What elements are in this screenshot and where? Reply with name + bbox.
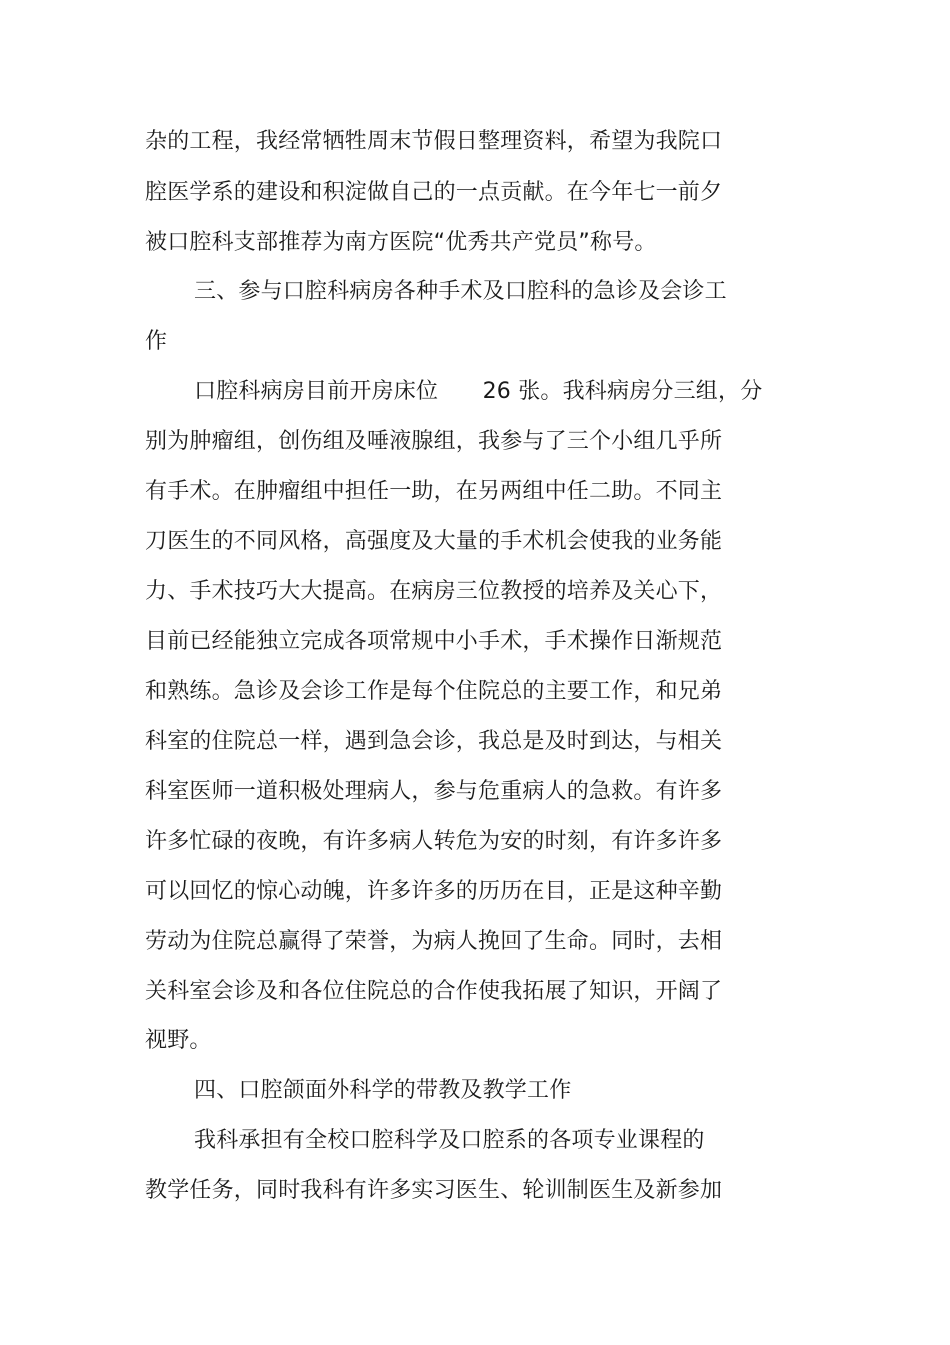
text-line: 教学任务，同时我科有许多实习医生、轮训制医生及新参加: [145, 1178, 723, 1203]
text-line: 被口腔科支部推荐为南方医院“优秀共产党员”称号。: [145, 230, 657, 255]
text-line: 目前已经能独立完成各项常规中小手术，手术操作日渐规范: [145, 629, 723, 654]
text-line: 科室的住院总一样，遇到急会诊，我总是及时到达，与相关: [145, 729, 723, 754]
text-line: 劳动为住院总赢得了荣誉，为病人挽回了生命。同时，去相: [145, 929, 723, 954]
text-line: 有手术。在肿瘤组中担任一助，在另两组中任二助。不同主: [145, 479, 723, 504]
text-line: 视野。: [145, 1028, 212, 1053]
text-line: 别为肿瘤组，创伤组及唾液腺组，我参与了三个小组几乎所: [145, 429, 723, 454]
section-heading-4: 四、口腔颌面外科学的带教及教学工作: [194, 1078, 572, 1103]
paragraph-start: 我科承担有全校口腔科学及口腔系的各项专业课程的: [194, 1128, 705, 1153]
text-line: 关科室会诊及和各位住院总的合作使我拓展了知识，开阔了: [145, 979, 723, 1004]
text-line: 可以回忆的惊心动魄，许多许多的历历在目，正是这种辛勤: [145, 879, 723, 904]
text-line: 作: [145, 329, 168, 354]
text-line: 力、手术技巧大大提高。在病房三位教授的培养及关心下，: [145, 579, 723, 604]
paragraph-start: 口腔科病房目前开房床位 26 张。我科病房分三组，分: [194, 379, 763, 404]
text-line: 和熟练。急诊及会诊工作是每个住院总的主要工作，和兄弟: [145, 679, 723, 704]
section-heading-3: 三、参与口腔科病房各种手术及口腔科的急诊及会诊工: [194, 279, 727, 304]
text-line: 刀医生的不同风格，高强度及大量的手术机会使我的业务能: [145, 529, 723, 554]
text-line: 许多忙碌的夜晚，有许多病人转危为安的时刻，有许多许多: [145, 829, 723, 854]
text-line: 科室医师一道积极处理病人，参与危重病人的急救。有许多: [145, 779, 723, 804]
text-line: 杂的工程，我经常牺牲周末节假日整理资料，希望为我院口: [145, 129, 723, 154]
text-line: 腔医学系的建设和积淀做自己的一点贡献。在今年七一前夕: [145, 180, 723, 205]
